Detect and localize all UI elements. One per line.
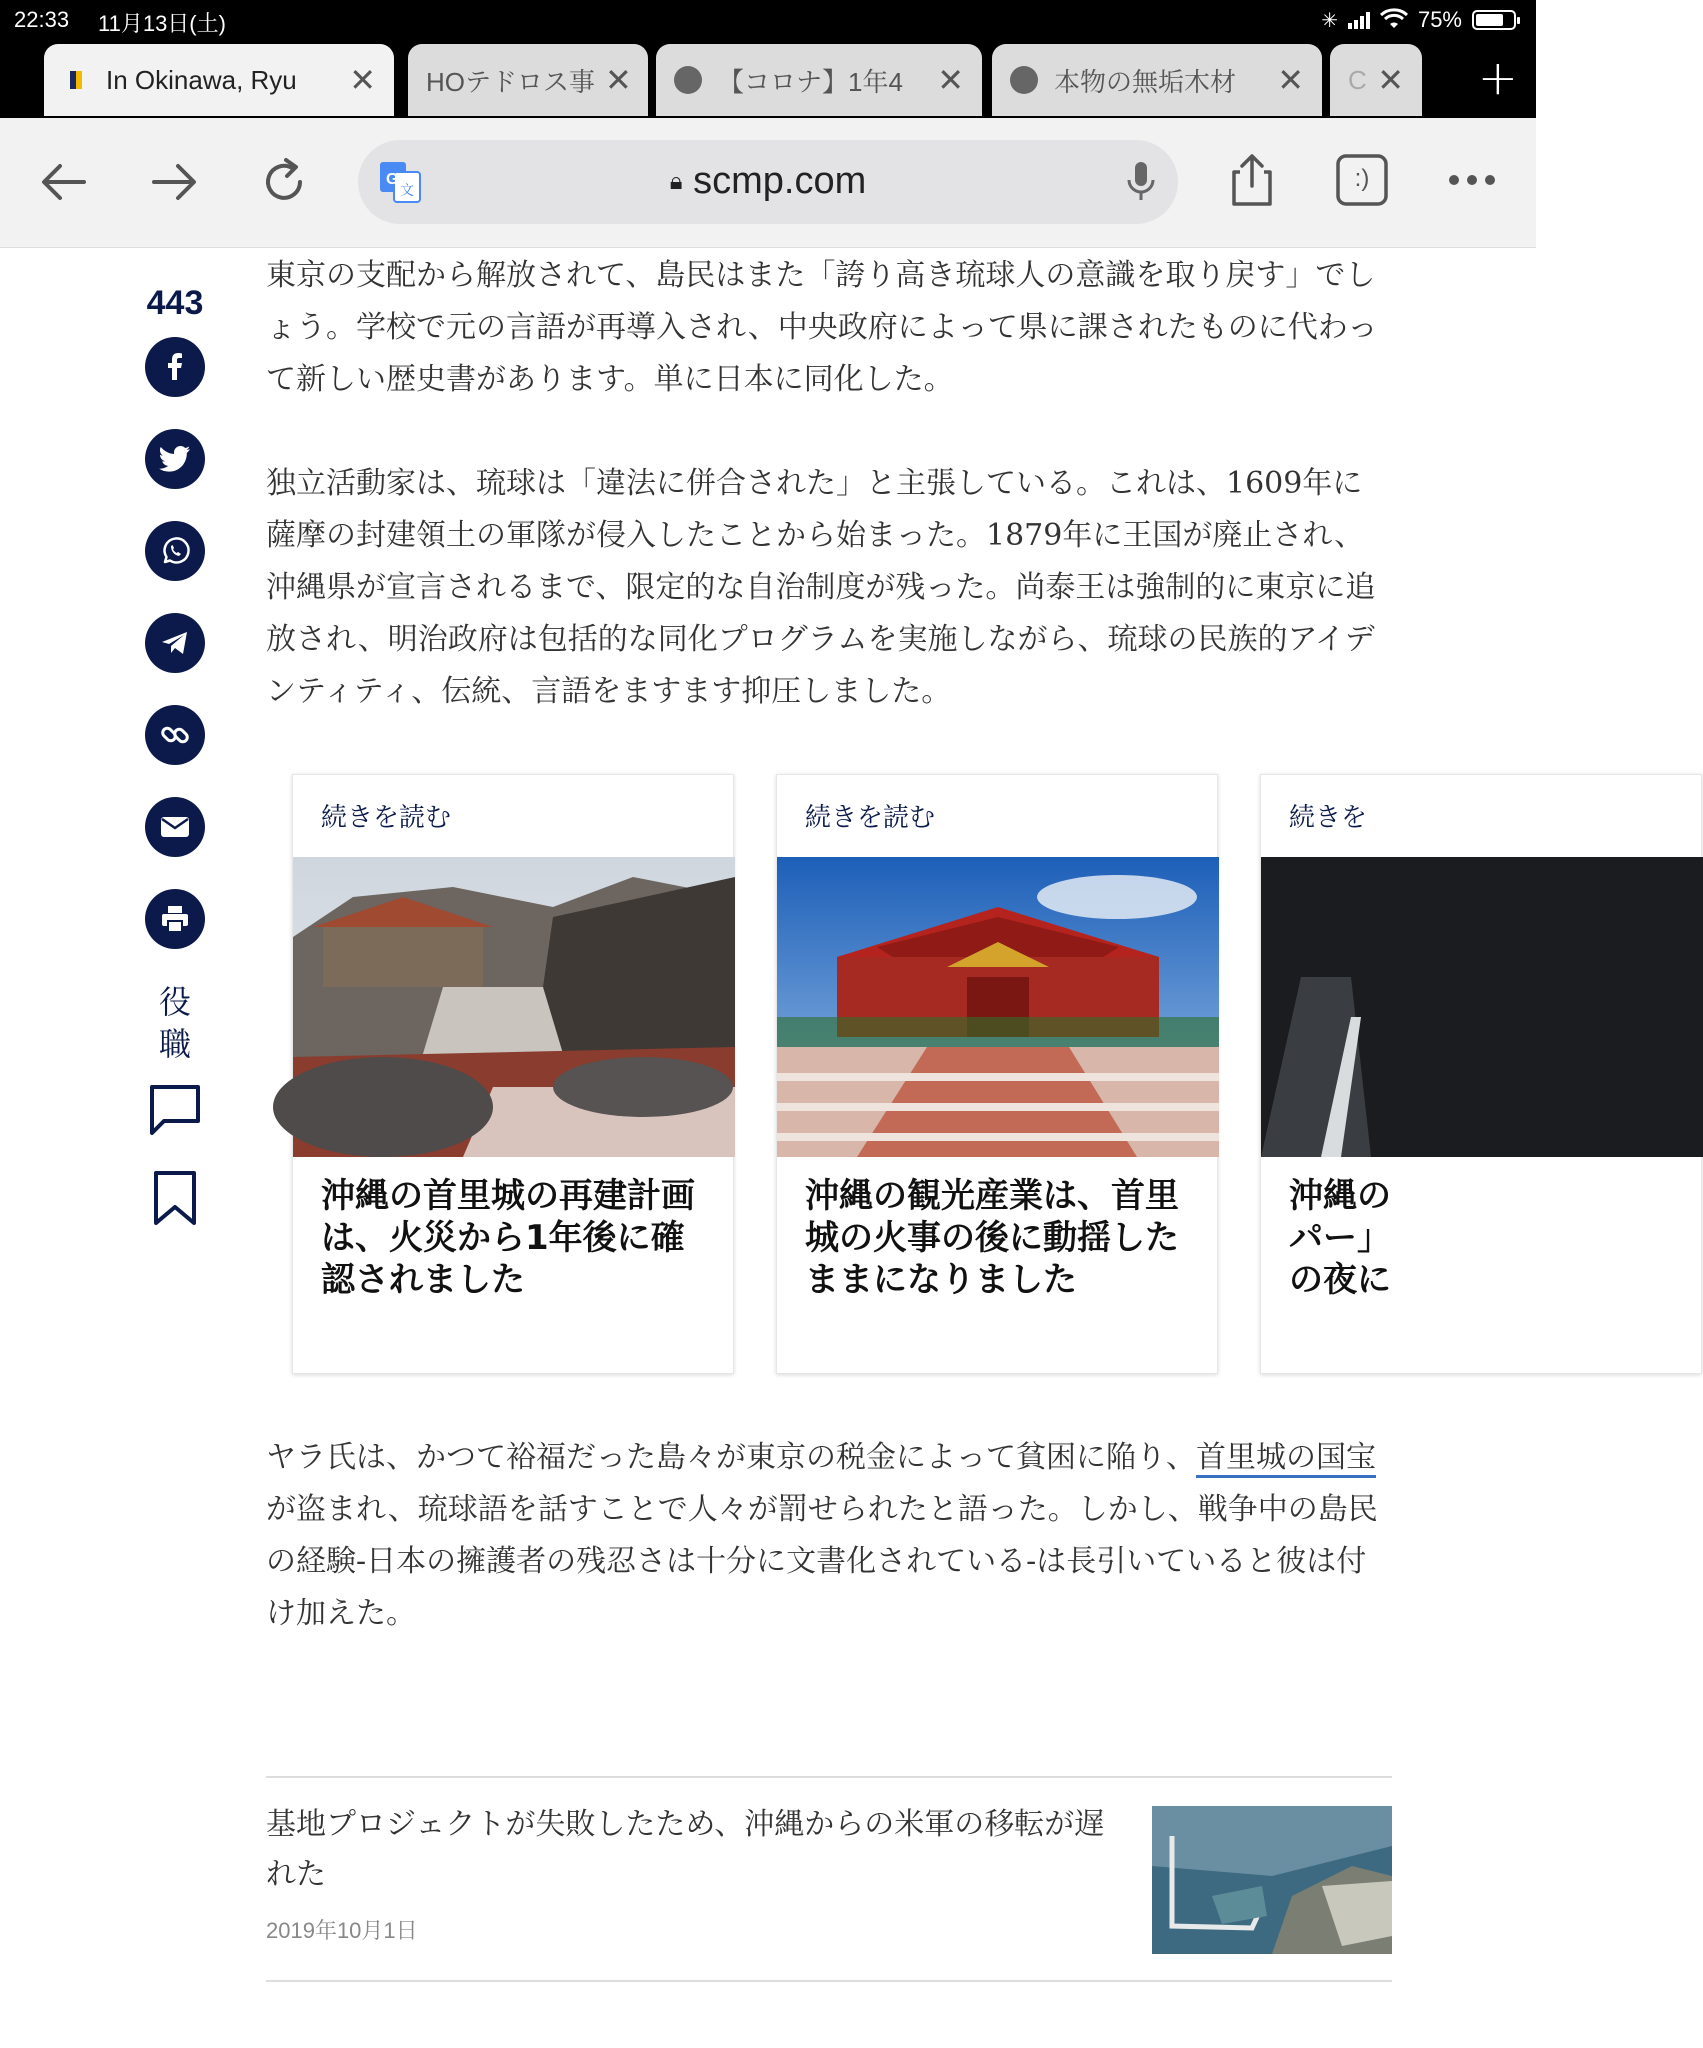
close-tab-icon[interactable]: ✕	[349, 62, 376, 98]
article-paragraph-1: 東京の支配から解放されて、島民はまた「誇り高き琉球人の意識を取り戻す」でしょう。学校で元の言語が再導入され、中央政府によって県に課されたものに代わって新しい歴史書があります。単に日本に同化した。	[266, 258, 1378, 397]
tab-corona[interactable]	[656, 44, 982, 116]
tab-title: 本物の無垢木材	[1054, 66, 1237, 97]
related-card[interactable]	[1260, 774, 1702, 1374]
facebook-share-button[interactable]	[145, 337, 205, 397]
reader-mode-button[interactable]	[1330, 148, 1394, 212]
telegram-share-button[interactable]	[145, 613, 205, 673]
share-count: 443	[146, 284, 204, 322]
print-button[interactable]	[145, 889, 205, 949]
back-arrow-icon[interactable]	[34, 152, 94, 212]
print-icon	[160, 904, 190, 934]
tab-title: HOテドロス事	[426, 66, 596, 97]
shuri-ruins-photo	[293, 857, 733, 1157]
related-article-date: 2019年10月1日	[266, 1918, 418, 1943]
url-display	[358, 160, 1178, 203]
paragraph-text: ヤラ氏は、かつて裕福だった島々が東京の税金によって貧困に陥り、	[266, 1440, 1196, 1475]
reload-icon[interactable]	[254, 152, 314, 212]
whatsapp-icon	[159, 535, 191, 567]
tab-c[interactable]	[1330, 44, 1422, 116]
close-tab-icon[interactable]: ✕	[1277, 62, 1304, 98]
related-card[interactable]	[292, 774, 734, 1374]
copy-link-button[interactable]	[145, 705, 205, 765]
tab-tedros[interactable]	[408, 44, 648, 116]
status-right	[1321, 7, 1516, 33]
status-bar	[0, 0, 1536, 40]
comment-icon[interactable]	[146, 1081, 204, 1139]
read-more-label: 続きを読む	[805, 803, 936, 833]
close-tab-icon[interactable]: ✕	[605, 62, 632, 98]
related-cards-carousel[interactable]	[290, 774, 1391, 1374]
status-time: 22:33	[14, 7, 70, 32]
share-icon[interactable]	[1220, 148, 1284, 212]
paragraph-text: が盗まれ、琉球語を話すことで人々が罰せられたと語った。しかし、戦争中の島民の経験-日本の擁護者の残忍さは十分に文書化されている-は長引いていると彼は付け加えた。	[266, 1492, 1378, 1631]
svg-text:文: 文	[400, 183, 414, 199]
bookmark-icon[interactable]	[146, 1169, 204, 1227]
globe-icon	[1010, 66, 1038, 94]
wifi-icon	[1380, 10, 1408, 30]
globe-icon	[674, 66, 702, 94]
card-headline[interactable]: 沖縄の首里城の再建計画は、火災から1年後に確認されました	[321, 1176, 695, 1300]
svg-text:G: G	[386, 171, 399, 188]
night-road-photo	[1261, 857, 1701, 1157]
lock-icon: 🔒︎	[669, 168, 683, 195]
forward-arrow-icon[interactable]	[144, 152, 204, 212]
scmp-favicon	[62, 66, 90, 94]
loading-icon: ✳	[1321, 9, 1338, 32]
signal-icon	[1348, 11, 1370, 29]
divider	[266, 1776, 1392, 1778]
related-article-thumbnail[interactable]	[1152, 1806, 1392, 1954]
facebook-icon	[160, 352, 190, 382]
telegram-icon	[160, 629, 190, 657]
more-menu-icon[interactable]	[1440, 148, 1504, 212]
whatsapp-share-button[interactable]	[145, 521, 205, 581]
card-headline[interactable]: 沖縄の観光産業は、首里城の火事の後に動揺したままになりました	[805, 1176, 1179, 1300]
article-paragraph-3	[266, 1432, 1386, 1640]
divider	[266, 1980, 1392, 1982]
microphone-icon[interactable]	[1124, 160, 1158, 204]
tab-title: In Okinawa, Ryu	[106, 64, 297, 95]
close-tab-icon[interactable]: ✕	[937, 62, 964, 98]
address-bar[interactable]	[358, 140, 1178, 224]
card-headline[interactable]: 沖縄の パー」 の夜に	[1289, 1176, 1391, 1300]
twitter-share-button[interactable]	[145, 429, 205, 489]
tab-title: C	[1348, 64, 1367, 95]
tab-bar	[0, 40, 1536, 118]
battery-percent: 75%	[1417, 7, 1462, 32]
email-icon	[160, 816, 190, 838]
tab-title: 【コロナ】1年4	[718, 66, 903, 97]
article-paragraph-2: 独立活動家は、琉球は「違法に併合された」と主張している。これは、1609年に薩摩の封建領土の軍隊が侵入したことから始まった。1879年に王国が廃止され、沖縄県が宣言されるまで、限定的な自治制度が残った。尚泰王は強制的に東京に追放され、明治政府は包括的な同化プログラムを実施しながら、琉球の民族的アイデンティティ、伝統、言語をますます抑圧しました。	[266, 466, 1376, 709]
browser-toolbar	[0, 118, 1536, 248]
related-article-title[interactable]: 基地プロジェクトが失敗したため、沖縄からの米軍の移転が遅れた	[266, 1807, 1105, 1892]
share-rail	[140, 284, 210, 1227]
battery-icon	[1472, 10, 1516, 30]
shuri-castle-photo	[777, 857, 1217, 1157]
url-text: scmp.com	[693, 160, 867, 202]
related-card[interactable]	[776, 774, 1218, 1374]
read-more-label: 続きを読む	[321, 803, 452, 833]
tab-wood[interactable]	[992, 44, 1322, 116]
tab-okinawa[interactable]	[44, 44, 394, 116]
shuri-castle-link[interactable]: 首里城の国宝	[1196, 1440, 1376, 1478]
twitter-icon	[159, 445, 191, 473]
reader-label: :)	[1354, 165, 1370, 192]
status-date: 11月13日(土)	[98, 11, 226, 36]
new-tab-button[interactable]: +	[1477, 50, 1518, 106]
link-icon	[159, 719, 191, 751]
close-tab-icon[interactable]: ✕	[1377, 62, 1404, 98]
read-more-label: 続きを	[1289, 803, 1368, 833]
email-share-button[interactable]	[145, 797, 205, 857]
role-label: 役職	[158, 983, 191, 1063]
